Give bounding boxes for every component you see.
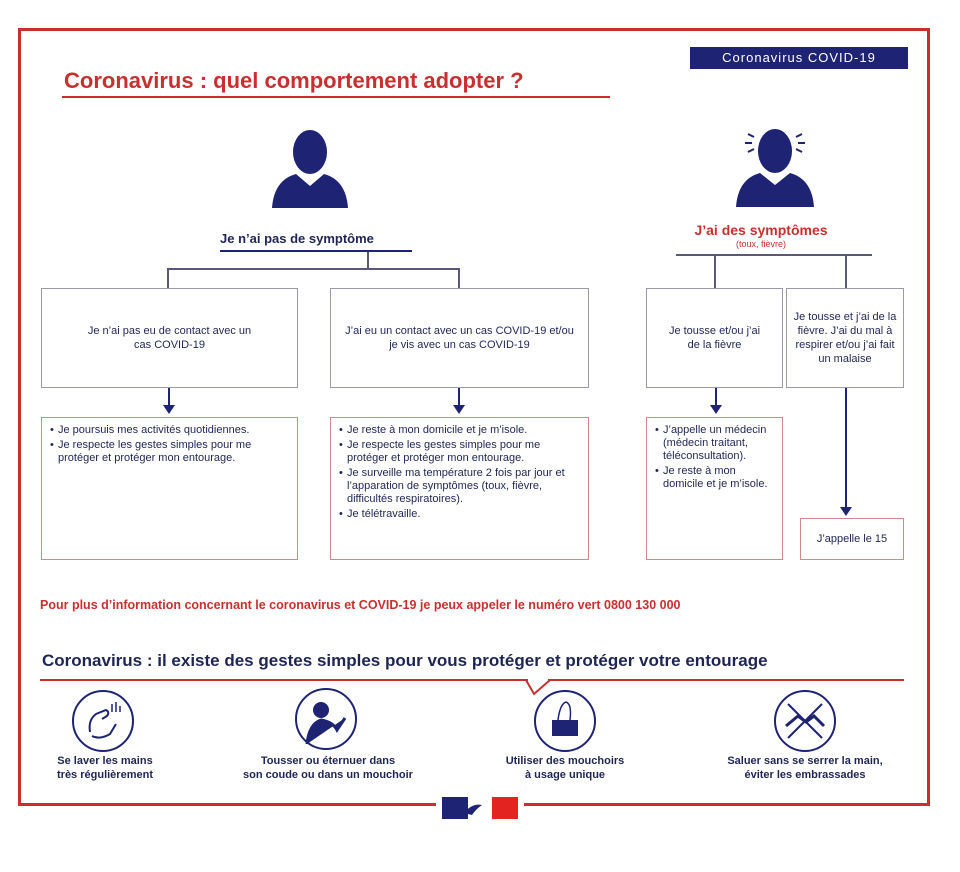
arrow-down-icon [163, 405, 175, 414]
gesture-label-line: son coude ou dans un mouchoir [243, 769, 413, 781]
gesture-label [700, 754, 910, 782]
connector [714, 254, 716, 288]
page-title: Coronavirus : quel comportement adopter ? [64, 68, 524, 93]
gesture-label-line: très régulièrement [57, 769, 153, 781]
arrow-line [458, 388, 460, 406]
gesture-label-line: Saluer sans se serrer la main, [727, 755, 883, 767]
gestures-rule [548, 679, 904, 681]
connector [458, 268, 460, 288]
connector [167, 268, 367, 270]
connector [167, 268, 169, 288]
action-item: • Je respecte les gestes simples pour me protéger et protéger mon entourage. [347, 439, 582, 465]
action-item: • Je surveille ma température 2 fois par jour et l’apparation de symptômes (toux, fièvre, difficultés respiratoires). [347, 467, 582, 506]
gesture-label-line: Se laver les mains [57, 755, 153, 767]
gesture-label-line: Utiliser des mouchoirs [505, 755, 625, 767]
gestures-rule [40, 679, 528, 681]
condition-no-contact [41, 288, 298, 388]
person-no-symptom-icon [270, 128, 350, 210]
gestures-title: Coronavirus : il existe des gestes simples pour vous protéger et protéger votre entourage [42, 651, 768, 670]
actions-mild [646, 417, 783, 560]
action-item: • J’appelle un médecin (médecin traitant, téléconsultation). [663, 424, 776, 463]
symptoms-subheading: (toux, fièvre) [735, 239, 786, 249]
action-item: • Je télétravaille. [347, 508, 582, 521]
tissue-icon [534, 690, 596, 752]
gesture-label-line: Tousser ou éternuer dans [260, 755, 396, 767]
actions-contact [330, 417, 589, 560]
condition-text: J’ai eu un contact avec un cas COVID-19 et/ou je vis avec un cas COVID-19 [345, 325, 574, 351]
arrow-line [715, 388, 717, 406]
arrow-down-icon [840, 507, 852, 516]
condition-contact [330, 288, 589, 388]
action-item: • Je reste à mon domicile et je m’isole. [347, 424, 582, 437]
gesture-label [218, 754, 438, 782]
gesture-label-line: éviter les embrassades [744, 769, 866, 781]
sneeze-elbow-icon [295, 688, 357, 750]
no-symptom-heading: Je n’ai pas de symptôme [220, 231, 374, 246]
no-symptom-underline [220, 250, 412, 252]
arrow-down-icon [710, 405, 722, 414]
action-call-15 [800, 518, 904, 560]
gesture-label-line: à usage unique [524, 769, 606, 781]
person-sick-icon [732, 125, 818, 209]
action-item: • Je reste à mon domicile et je m’isole. [663, 465, 776, 491]
action-item: • Je respecte les gestes simples pour me protéger et protéger mon entourage. [58, 439, 291, 465]
action-item: • Je poursuis mes activités quotidiennes. [58, 424, 291, 437]
title-underline [62, 96, 610, 98]
gesture-label [20, 754, 190, 782]
info-hotline: Pour plus d’information concernant le coronavirus et COVID-19 je peux appeler le numéro vert 0800 130 000 [40, 598, 681, 612]
arrow-line [168, 388, 170, 406]
arrow-line [845, 388, 847, 508]
actions-no-contact [41, 417, 298, 560]
condition-severe [786, 288, 904, 388]
connector [676, 254, 872, 256]
french-flag-logo-icon [442, 797, 518, 819]
condition-text: Je n’ai pas eu de contact avec un cas COVID-19 [87, 325, 252, 351]
connector [367, 268, 459, 270]
hand-washing-icon [72, 690, 134, 752]
arrow-down-icon [453, 405, 465, 414]
symptoms-heading: J’ai des symptômes [694, 222, 828, 238]
no-handshake-icon [774, 690, 836, 752]
condition-text: Je tousse et j’ai de la fièvre. J’ai du mal à respirer et/ou j’ai fait un malaise [793, 311, 897, 365]
condition-mild [646, 288, 783, 388]
condition-text: Je tousse et/ou j’ai de la fièvre [668, 325, 761, 351]
gesture-label [470, 754, 660, 782]
action-item: J’appelle le 15 [816, 532, 888, 545]
connector [845, 254, 847, 288]
covid-tag: Coronavirus COVID-19 [690, 47, 908, 69]
